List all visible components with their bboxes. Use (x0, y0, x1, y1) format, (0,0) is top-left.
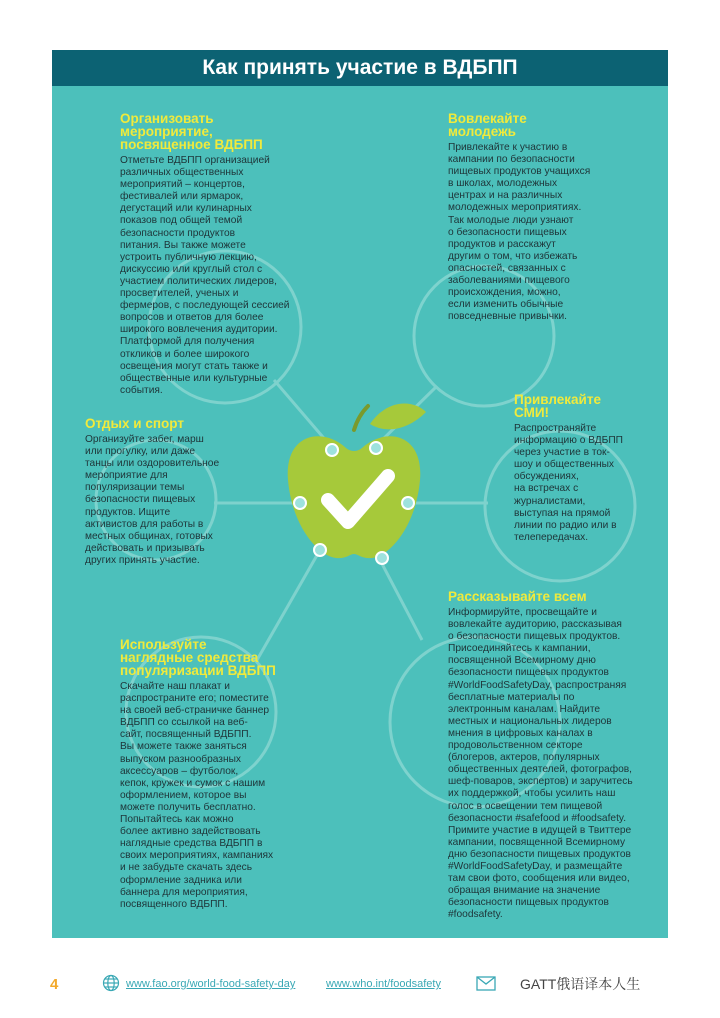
mail-icon (476, 976, 496, 991)
section-sport (85, 417, 250, 567)
section-tell-body: Информируйте, просвещайте и вовлекайте аудиторию, рассказывая о безопасности пищевых продуктов. Присоединяйтесь к кампании, посвященной Всемирному дню безопасности пищевых продуктов #WorldFoodSafetyDay, распространяя бесплатные материалы по электронным каналам. Найдите местных и национальных лидеров мнения в цифровых каналах в продовольственном секторе (блогеров, актеров, популярных общественных деятелей, фотографов, шеф-поваров, экспертов) и заручитесь их поддержкой, чтобы усилить наш голос в освещении тем пищевой безопасности #safefood и #foodsafety. Примите участие в идущей в Твиттере кампании, посвященной Всемирному дню безопасности пищевых продуктов #WorldFoodSafetyDay, и размещайте там свои фото, сообщения или видео, обращая внимание на значение безопасности пищевых продуктов #foodsafety. (448, 607, 633, 921)
fao-link[interactable]: www.fao.org/world-food-safety-day (126, 978, 296, 990)
section-media-title: Привлекайте СМИ! (514, 392, 601, 420)
content-panel (52, 50, 668, 938)
section-youth-title: Вовлекайте молодежь (448, 111, 527, 139)
section-visual (120, 638, 305, 911)
section-visual-body: Скачайте наш плакат и распространите его; поместите на своей веб-страничке баннер ВДБПП со ссылкой на веб- сайт, посвященный ВДБПП. Вы можете также заняться выпуском разнообразных аксессуаров – футболок, кепок, кружек и сумок с нашим оформлением, которое вы можете получить бесплатно. Попытайтесь как можно более активно задействовать наглядные средства ВДБПП в своих мероприятиях, кампаниях и не забудьте скачать здесь оформление задника или баннера для мероприятия, посвященного ВДБПП. (120, 681, 274, 910)
section-media (514, 393, 654, 544)
globe-icon (102, 974, 120, 992)
who-link[interactable]: www.who.int/foodsafety (326, 978, 441, 990)
page-number: 4 (50, 976, 59, 993)
section-tell (448, 590, 653, 921)
section-organize-title: Организовать мероприятие, посвященное ВДБПП (120, 111, 263, 152)
section-youth-body: Привлекайте к участию в кампании по безопасности пищевых продуктов учащихся в школах, молодежных центрах и на различных молодежных мероприятиях. Так молодые люди узнают о безопасности пищевых продуктов и расскажут другим о том, что избежать опасностей, связанных с заболеваниями пищевого происхождения, можно, если изменить обычные повседневные привычки. (448, 142, 591, 323)
apple-checkmark-icon (288, 403, 426, 558)
section-sport-body: Организуйте забег, марш или прогулку, или даже танцы или оздоровительное мероприятие для популяризации темы безопасности пищевых продуктов. Ищите активистов для работы в местных общинах, готовых действовать и призывать других принять участие. (85, 434, 220, 566)
page-footer (0, 968, 720, 1004)
section-organize (120, 112, 310, 397)
page-title: Как принять участие в ВДБПП (52, 50, 668, 86)
section-visual-title: Используйте наглядные средства популяризации ВДБПП (120, 637, 276, 678)
watermark-text: GATT俄语译本人生 (520, 976, 641, 992)
section-media-body: Распространяйте информацию о ВДБПП через участие в ток- шоу и общественных обсуждениях, на встречах с журналистами, выступая на прямой линии по радио или в телепередачах. (514, 423, 623, 543)
section-tell-title: Рассказывайте всем (448, 589, 587, 604)
section-organize-body: Отметьте ВДБПП организацией различных общественных мероприятий – концертов, фестивалей или ярмарок, дегустаций или кулинарных показов под общей темой безопасности продуктов питания. Вы также можете устроить публичную лекцию, дискуссию или круглый стол с участием политических лидеров, просветителей, ученых и фермеров, с последующей сессией вопросов и ответов для более широкого вовлечения аудитории. Платформой для получения откликов и более широкого освещения могут стать также и общественные или культурные события. (120, 155, 290, 396)
section-youth (448, 112, 623, 323)
section-sport-title: Отдых и спорт (85, 416, 184, 431)
